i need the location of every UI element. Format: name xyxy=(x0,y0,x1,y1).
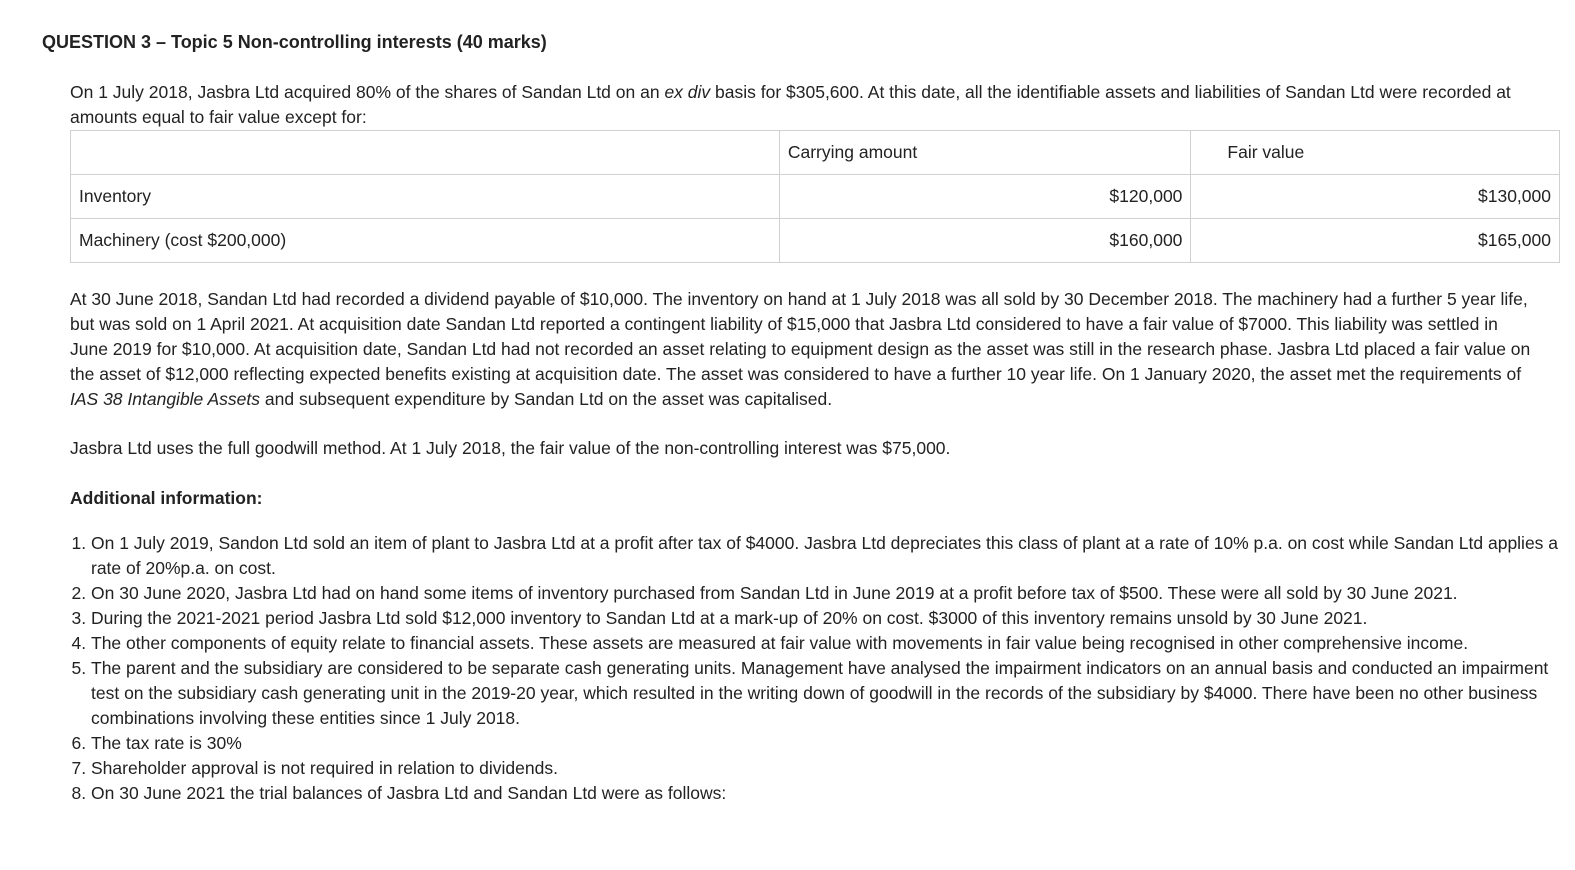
list-item: 3. During the 2021-2021 period Jasbra Ltd sold $12,000 inventory to Sandan Ltd at a mark-up of 20% on cost. $3000 of this inventory remains unsold by 30 June 2021. xyxy=(91,606,1561,631)
intro-text-italic: ex div xyxy=(664,82,711,102)
list-item: 6. The tax rate is 30% xyxy=(91,731,1561,756)
details-text-before: At 30 June 2018, Sandan Ltd had recorded a dividend payable of $10,000. The inventory on hand at 1 July 2018 was all sold by 30 December 2018. The machinery had a further 5 year life, but was sold on 1 April 2021. At acquisition date Sandan Ltd reported a contingent liability of $15,000 that Jasbra Ltd considered to have a fair value of $7000. This liability was settled in June 2019 for $10,000. At acquisition date, Sandan Ltd had not recorded an asset relating to equipment design as the asset was still in the research phase. Jasbra Ltd placed a fair value on the asset of $12,000 reflecting expected benefits existing at acquisition date. The asset was considered to have a further 10 year life. On 1 January 2020, the asset met the requirements of xyxy=(70,289,1531,384)
intro-text-after: basis for $305,600. At this date, all the identifiable assets and liabilities of Sandan Ltd were recorded at amounts equal to fair value except for: xyxy=(70,82,1511,127)
table-header-item xyxy=(71,131,780,175)
details-text-italic: IAS 38 Intangible Assets xyxy=(70,389,261,409)
additional-information-heading: Additional information: xyxy=(70,488,263,508)
list-item: 8. On 30 June 2021 the trial balances of Jasbra Ltd and Sandan Ltd were as follows: xyxy=(91,781,1561,806)
intro-paragraph xyxy=(70,80,1550,130)
table-row xyxy=(71,219,1560,263)
table-cell-item: Machinery (cost $200,000) xyxy=(71,219,780,263)
table-cell-item: Inventory xyxy=(71,175,780,219)
fair-value-table xyxy=(70,130,1560,263)
details-text-after: and subsequent expenditure by Sandan Ltd on the asset was capitalised. xyxy=(260,389,833,409)
list-item: 7. Shareholder approval is not required in relation to dividends. xyxy=(91,756,1561,781)
list-item: 5. The parent and the subsidiary are considered to be separate cash generating units. Management have analysed the impairment indicators on an annual basis and conducted an impairment test on the subsidiary cash generating unit in the 2019-20 year, which resulted in the writing down of goodwill in the records of the subsidiary by $4000. There have been no other business combinations involving these entities since 1 July 2018. xyxy=(91,656,1561,731)
table-cell-fair: $130,000 xyxy=(1191,175,1560,219)
table-header-fair: Fair value xyxy=(1191,131,1560,175)
table-header-carrying: Carrying amount xyxy=(779,131,1191,175)
intro-text-before: On 1 July 2018, Jasbra Ltd acquired 80% of the shares of Sandan Ltd on an xyxy=(70,82,665,102)
table-header-row xyxy=(71,131,1560,175)
details-paragraph xyxy=(70,287,1540,412)
list-item: 2. On 30 June 2020, Jasbra Ltd had on hand some items of inventory purchased from Sandan Ltd in June 2019 at a profit before tax of $500. These were all sold by 30 June 2021. xyxy=(91,581,1561,606)
table-cell-carrying: $120,000 xyxy=(779,175,1191,219)
list-item: 4. The other components of equity relate to financial assets. These assets are measured at fair value with movements in fair value being recognised in other comprehensive income. xyxy=(91,631,1561,656)
question-heading: QUESTION 3 – Topic 5 Non-controlling interests (40 marks) xyxy=(42,32,547,52)
goodwill-paragraph: Jasbra Ltd uses the full goodwill method. At 1 July 2018, the fair value of the non-controlling interest was $75,000. xyxy=(70,438,951,458)
table-cell-fair: $165,000 xyxy=(1191,219,1560,263)
table-cell-carrying: $160,000 xyxy=(779,219,1191,263)
table-row xyxy=(71,175,1560,219)
list-item: 1. On 1 July 2019, Sandon Ltd sold an item of plant to Jasbra Ltd at a profit after tax of $4000. Jasbra Ltd depreciates this class of plant at a rate of 10% p.a. on cost while Sandan Ltd applies a rate of 20%p.a. on cost. xyxy=(91,531,1561,581)
additional-information-list xyxy=(70,531,1561,806)
